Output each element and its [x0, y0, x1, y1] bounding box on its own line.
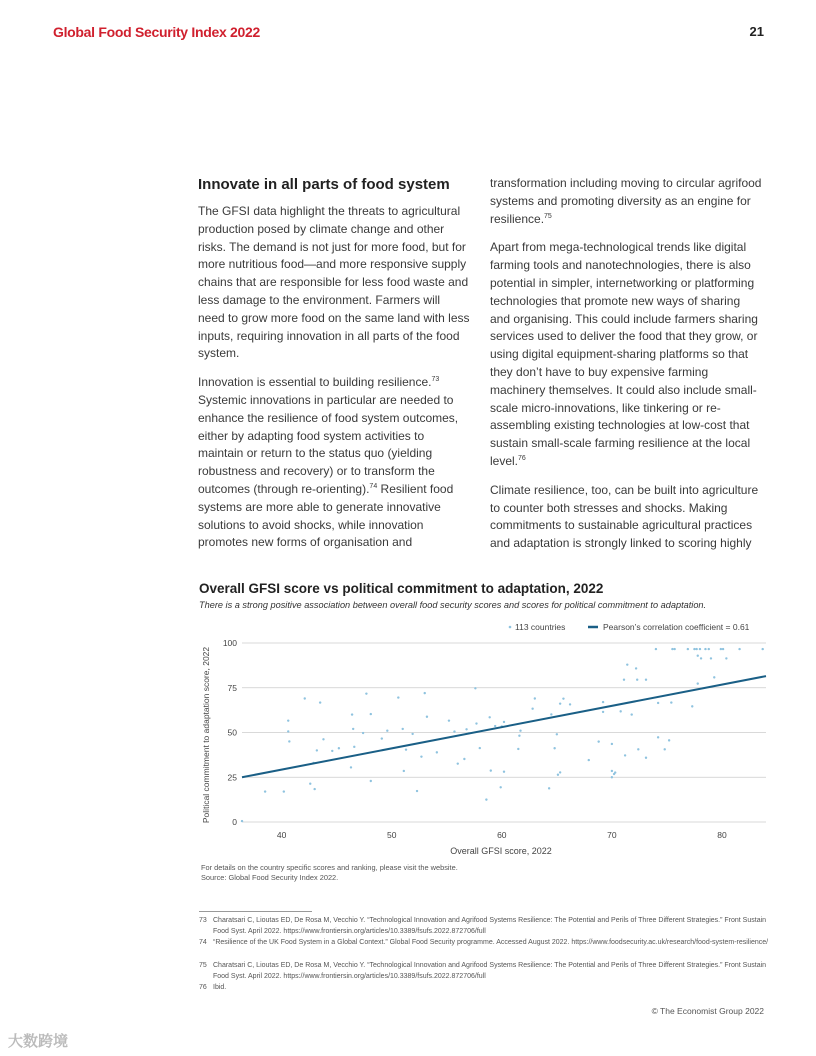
data-point — [645, 757, 647, 759]
y-tick-label: 25 — [227, 772, 237, 783]
x-tick-label: 50 — [386, 830, 397, 840]
footnote — [199, 983, 769, 994]
data-point — [457, 762, 459, 764]
footnote — [199, 961, 769, 982]
data-point — [670, 701, 672, 703]
data-point — [485, 798, 487, 800]
chart-subtitle: There is a strong positive association between overall food security scores and scores for political commitment to adaptation. — [199, 600, 707, 610]
data-point — [350, 766, 352, 768]
data-point — [626, 663, 628, 665]
running-header-title: Global Food Security Index 2022 — [53, 24, 260, 40]
data-point — [693, 648, 695, 650]
data-point — [365, 692, 367, 694]
chart-source: Source: Global Food Security Index 2022. — [201, 873, 339, 882]
y-axis-title: Political commitment to adaptation score, 2022 — [201, 646, 211, 824]
data-point — [313, 788, 315, 790]
data-point — [597, 740, 599, 742]
footnote-text: “Resilience of the UK Food System in a Global Context.” Global Food Security programme. Accessed August 2022. https://www.foodsecurity.ac.uk/research/food-system-resilience/ — [213, 939, 769, 946]
data-point — [465, 728, 467, 730]
footnote-number: 74 — [199, 939, 207, 946]
text: Resilient food systems are more able to generate innovative solutions to avoid shocks, while innovation promotes new forms of organisation and — [198, 481, 454, 550]
data-point — [304, 697, 306, 699]
data-point — [710, 657, 712, 659]
page-number: 21 — [749, 24, 764, 39]
data-point — [611, 743, 613, 745]
x-tick-label: 80 — [717, 830, 727, 840]
data-point — [738, 648, 740, 650]
x-tick-label: 70 — [607, 830, 617, 840]
data-point — [562, 697, 564, 699]
data-point — [424, 692, 426, 694]
data-point — [624, 754, 626, 756]
data-point — [426, 716, 428, 718]
data-point — [550, 713, 552, 715]
data-point — [700, 657, 702, 659]
data-point — [614, 771, 616, 773]
footnote-number: 73 — [199, 917, 207, 924]
data-point — [381, 737, 383, 739]
footnote-text: Charatsari C, Lioutas ED, De Rosa M, Vecchio Y. “Technological Innovation and Agrifood Systems Resilience: The Potential and Perils of Three Different Strategies.” Front Sustain Food Syst. April 2022. https://www.frontiersin.org/articles/10.3389/fsufs.2022.872706/full — [213, 962, 767, 980]
data-point — [416, 790, 418, 792]
data-point — [479, 747, 481, 749]
text: Systemic innovations in particular are needed to enhance the resilience of food system outcomes, either by adapting food system activities to maintain or return to the status quo (yielding robustness and recovery) or to transform the outcomes (through re-orienting). — [198, 392, 459, 496]
data-point — [548, 787, 550, 789]
data-point — [287, 719, 289, 721]
data-point — [559, 702, 561, 704]
paragraph: The GFSI data highlight the threats to agricultural production posed by climate change and other risks. The demand is not just for more food, but for more nutritious food—and more responsive supply chains that are responsible for less food waste and less damage to the environment. Farmers will need to grow more food on the same land with less inputs, requiring innovation in all parts of the food system. — [198, 204, 470, 361]
data-point — [697, 655, 699, 657]
data-point — [619, 710, 621, 712]
data-point — [519, 730, 521, 732]
data-point — [420, 755, 422, 757]
data-point — [655, 648, 657, 650]
data-point — [697, 682, 699, 684]
data-point — [531, 707, 533, 709]
data-point — [635, 667, 637, 669]
data-point — [331, 750, 333, 752]
footnote-number: 76 — [199, 984, 207, 991]
data-point — [499, 786, 501, 788]
data-point — [611, 770, 613, 772]
y-tick-label: 0 — [232, 817, 237, 827]
data-point — [463, 758, 465, 760]
data-point — [687, 648, 689, 650]
data-point — [494, 725, 496, 727]
data-point — [370, 713, 372, 715]
data-point — [403, 770, 405, 772]
x-axis-title: Overall GFSI score, 2022 — [450, 846, 552, 856]
data-point — [559, 771, 561, 773]
data-point — [264, 790, 266, 792]
data-point — [503, 771, 505, 773]
data-point — [664, 748, 666, 750]
trend-line — [242, 676, 766, 777]
data-point — [708, 648, 710, 650]
data-point — [695, 648, 697, 650]
data-point — [699, 648, 701, 650]
data-point — [720, 648, 722, 650]
footnote-text: Ibid. — [213, 984, 227, 991]
section-heading: Innovate in all parts of food system — [198, 176, 450, 193]
data-point — [671, 648, 673, 650]
data-point — [490, 769, 492, 771]
data-point — [534, 697, 536, 699]
data-point — [474, 687, 476, 689]
data-point — [402, 728, 404, 730]
data-point — [405, 748, 407, 750]
data-point — [503, 721, 505, 723]
footnote — [199, 916, 769, 937]
footnote-number: 75 — [199, 962, 207, 969]
data-point — [569, 703, 571, 705]
legend-points-label: 113 countries — [515, 622, 566, 632]
data-point — [309, 782, 311, 784]
data-point — [725, 657, 727, 659]
data-point — [657, 736, 659, 738]
data-point — [386, 730, 388, 732]
data-point — [630, 713, 632, 715]
data-point — [673, 648, 675, 650]
data-point — [397, 696, 399, 698]
data-point — [722, 648, 724, 650]
paragraph: Climate resilience, too, can be built into agriculture to counter both stresses and shocks. Making commitments to sustainable agricultural practices and adaptation is strongly linked to scoring highly — [490, 482, 759, 551]
data-point — [241, 820, 243, 822]
data-point — [338, 747, 340, 749]
data-point — [517, 748, 519, 750]
data-point — [287, 730, 289, 732]
data-point — [704, 648, 706, 650]
footnote-ref: 74 — [369, 482, 378, 490]
footnote-ref: 73 — [431, 376, 440, 384]
data-point — [557, 774, 559, 776]
data-point — [637, 748, 639, 750]
data-point — [691, 705, 693, 707]
x-tick-label: 60 — [497, 830, 507, 840]
data-point — [761, 648, 763, 650]
data-point — [322, 738, 324, 740]
data-point — [553, 747, 555, 749]
data-point — [351, 713, 353, 715]
watermark: 大数跨境 — [8, 1033, 69, 1050]
data-point — [316, 749, 318, 751]
data-point — [588, 759, 590, 761]
text: transformation including moving to circular agrifood systems and promoting diversity as an engine for resilience. — [490, 176, 762, 226]
data-point — [713, 676, 715, 678]
data-point — [283, 790, 285, 792]
data-point — [668, 739, 670, 741]
data-point — [602, 701, 604, 703]
data-point — [475, 722, 477, 724]
data-point — [657, 702, 659, 704]
footnote-text: Charatsari C, Lioutas ED, De Rosa M, Vecchio Y. “Technological Innovation and Agrifood Systems Resilience: The Potential and Perils of Three Different Strategies.” Front Sustain Food Syst. April 2022. https://www.frontiersin.org/articles/10.3389/fsufs.2022.872706/full — [213, 917, 767, 935]
y-tick-label: 50 — [227, 727, 237, 738]
data-point — [488, 716, 490, 718]
x-tick-label: 40 — [276, 830, 287, 840]
data-point — [556, 733, 558, 735]
data-point — [448, 719, 450, 721]
data-point — [518, 735, 520, 737]
data-point — [411, 733, 413, 735]
data-point — [319, 701, 321, 703]
data-point — [370, 780, 372, 782]
data-point — [453, 730, 455, 732]
legend-point-marker — [509, 626, 512, 629]
data-point — [602, 711, 604, 713]
data-point — [353, 746, 355, 748]
data-point — [636, 678, 638, 680]
data-point — [623, 678, 625, 680]
legend-line-label: Pearson’s correlation coefficient = 0.61 — [603, 622, 750, 632]
footnote-ref: 75 — [544, 212, 552, 220]
data-point — [352, 728, 354, 730]
footnote — [199, 938, 769, 949]
data-point — [645, 678, 647, 680]
copyright: © The Economist Group 2022 — [651, 1006, 764, 1016]
text: Apart from mega-technological trends like digital farming tools and nanotechnologies, there is also potential in simpler, internetworking or platforming technologies that promote new ways of sharing and organising. This could include farmers sharing services used to deliver the food that they grow, or using digital equipment-sharing platforms so that they don’t have to buy expensive farming machinery themselves. It could also include small-scale micro-innovations, like tinkering or re-assembling existing technologies at low-cost that sustain small-scale farming resilience at the local level. — [490, 240, 758, 468]
footnote-divider — [199, 911, 312, 912]
text: Innovation is essential to building resilience. — [198, 375, 432, 390]
chart-note: For details on the country specific scores and ranking, please visit the website. — [201, 863, 458, 872]
data-point — [436, 751, 438, 753]
chart-title: Overall GFSI score vs political commitment to adaptation, 2022 — [199, 581, 604, 596]
footnote-ref: 76 — [518, 454, 526, 462]
y-tick-label: 75 — [227, 682, 237, 693]
data-point — [362, 732, 364, 734]
y-tick-label: 100 — [222, 638, 237, 648]
data-point — [611, 776, 613, 778]
data-point — [288, 740, 290, 742]
